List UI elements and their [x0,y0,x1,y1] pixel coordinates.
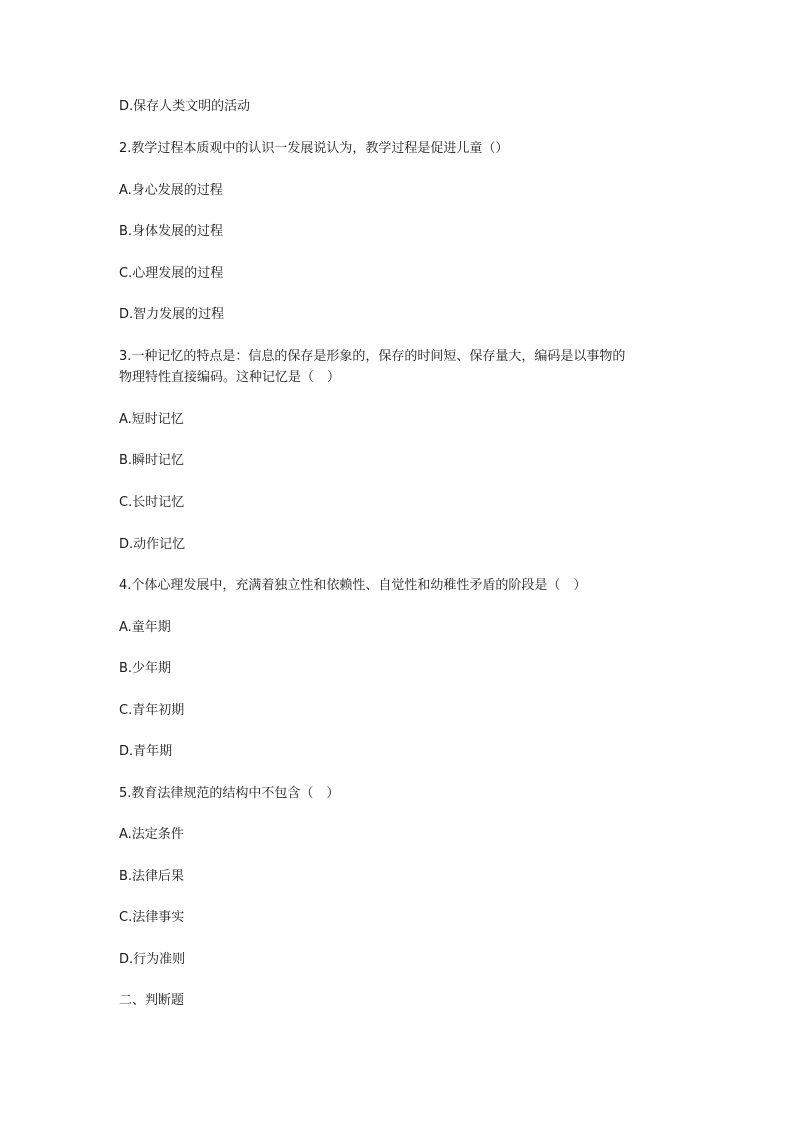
question-2: 2.教学过程本质观中的认识一发展说认为，教学过程是促进儿童（） [119,141,509,156]
option-b: B.少年期 [119,661,172,676]
option-d: D.保存人类文明的活动 [119,99,251,114]
option-a: A.童年期 [119,620,171,635]
option-c: C.长时记忆 [119,495,185,510]
option-c: C.法律事实 [119,910,185,925]
option-d: D.智力发展的过程 [119,307,225,322]
option-a: A.短时记忆 [119,412,184,427]
question-3-line-1: 3.一种记忆的特点是：信息的保存是形象的，保存的时间短、保存量大，编码是以事物的 [119,349,626,364]
option-d: D.动作记忆 [119,537,186,552]
option-c: C.青年初期 [119,703,185,718]
option-d: D.青年期 [119,744,173,759]
option-d: D.行为准则 [119,952,186,967]
option-c: C.心理发展的过程 [119,266,224,281]
question-5: 5.教育法律规范的结构中不包含（ ） [119,786,340,801]
question-3-line-2: 物理特性直接编码。这种记忆是（ ） [119,370,341,385]
option-b: B.身体发展的过程 [119,224,224,239]
question-4: 4.个体心理发展中，充满着独立性和依赖性、自觉性和幼稚性矛盾的阶段是（ ） [119,578,587,593]
option-a: A.法定条件 [119,827,184,842]
option-b: B.法律后果 [119,869,185,884]
option-b: B.瞬时记忆 [119,453,185,468]
section-heading: 二、判断题 [119,993,185,1008]
option-a: A.身心发展的过程 [119,183,223,198]
